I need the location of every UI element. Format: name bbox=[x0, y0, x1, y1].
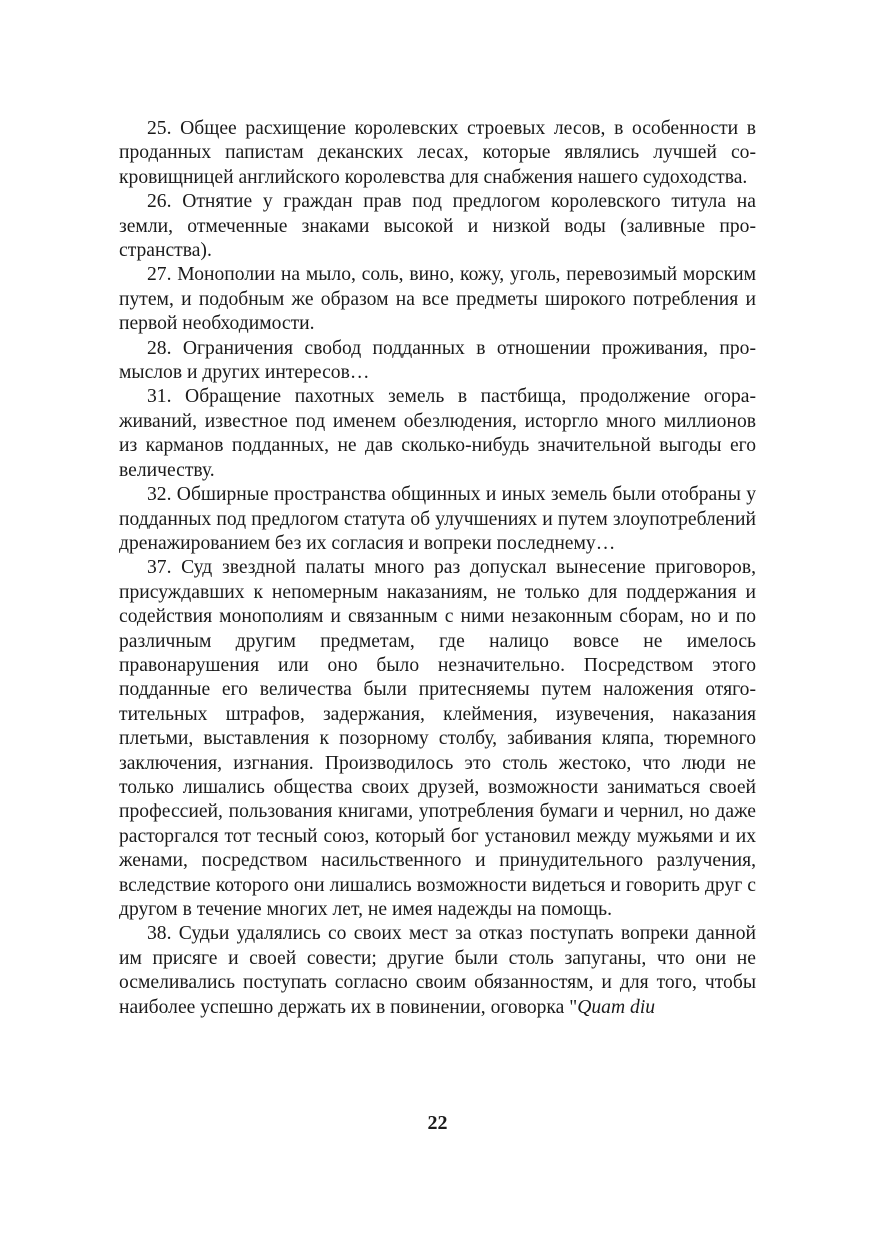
paragraph-37: 37. Суд звездной палаты много раз допускал вынесение приговоров, присуждавших к непомерным наказаниям, не только для поддержания и содействия монополиям и связанным с ними незаконным сборам, но и по различным другим предметам, где налицо вовсе не имелось правонарушения или оно было незначительно. Посредством этого подданные его величества были притесняемы путем наложения отяготительных штрафов, задержания, клеймения, изувечения, наказания плетьми, выставления к позорному столбу, забивания кляпа, тюремного заключения, изгнания. Производилось это столь жестоко, что люди не только лишались общества своих друзей, возможности заниматься своей профессией, пользования книгами, употребления бумаги и чернил, но даже расторгался тот тесный союз, который бог установил между мужьями и их женами, посредством насильственного и принудительного разлучения, вследствие которого они лишались возможности видеться и говорить друг с другом в течение многих лет, не имея надежды на помощь. bbox=[119, 557, 756, 920]
paragraph-27: 27. Монополии на мыло, соль, вино, кожу, уголь, перевозимый морским путем, и подобным же образом на все предметы широкого потребления и первой необходимости. bbox=[119, 264, 756, 335]
document-body bbox=[119, 117, 756, 1020]
paragraph-25: 25. Общее расхищение королевских строевых лесов, в особенности в проданных папистам деканских лесах, которые являлись лучшей сокровищницей английского королевства для снабжения нашего судоходства. bbox=[119, 118, 756, 188]
paragraph-38 bbox=[119, 922, 756, 1020]
paragraph-28: 28. Ограничения свобод подданных в отношении проживания, промыслов и других интересов… bbox=[119, 337, 756, 384]
page-number: 22 bbox=[427, 1112, 448, 1134]
paragraph-32: 32. Обширные пространства общинных и иных земель были отобраны у подданных под предлогом статута об улучшениях и путем злоупотреблений дренажированием без их согласия и вопреки последнему… bbox=[119, 484, 756, 554]
paragraph-38-text: 38. Судьи удалялись со своих мест за отказ поступать вопреки данной им присяге и своей совести; другие были столь запуганы, что они не осмеливались поступать согласно своим обязанностям, и для того, чтобы наиболее успешно держать их в повинении, оговорка " bbox=[119, 923, 756, 1018]
paragraph-26: 26. Отнятие у граждан прав под предлогом королевского титула на земли, отмеченные знаками высокой и низкой воды (заливные пространства). bbox=[119, 191, 756, 262]
paragraph-38-italic: Quam diu bbox=[577, 996, 656, 1018]
paragraph-31: 31. Обращение пахотных земель в пастбища, продолжение огораживаний, известное под именем обезлюдения, исторгло много миллионов из карманов подданных, не дав сколько-нибудь значительной выгоды его величеству. bbox=[119, 386, 756, 481]
